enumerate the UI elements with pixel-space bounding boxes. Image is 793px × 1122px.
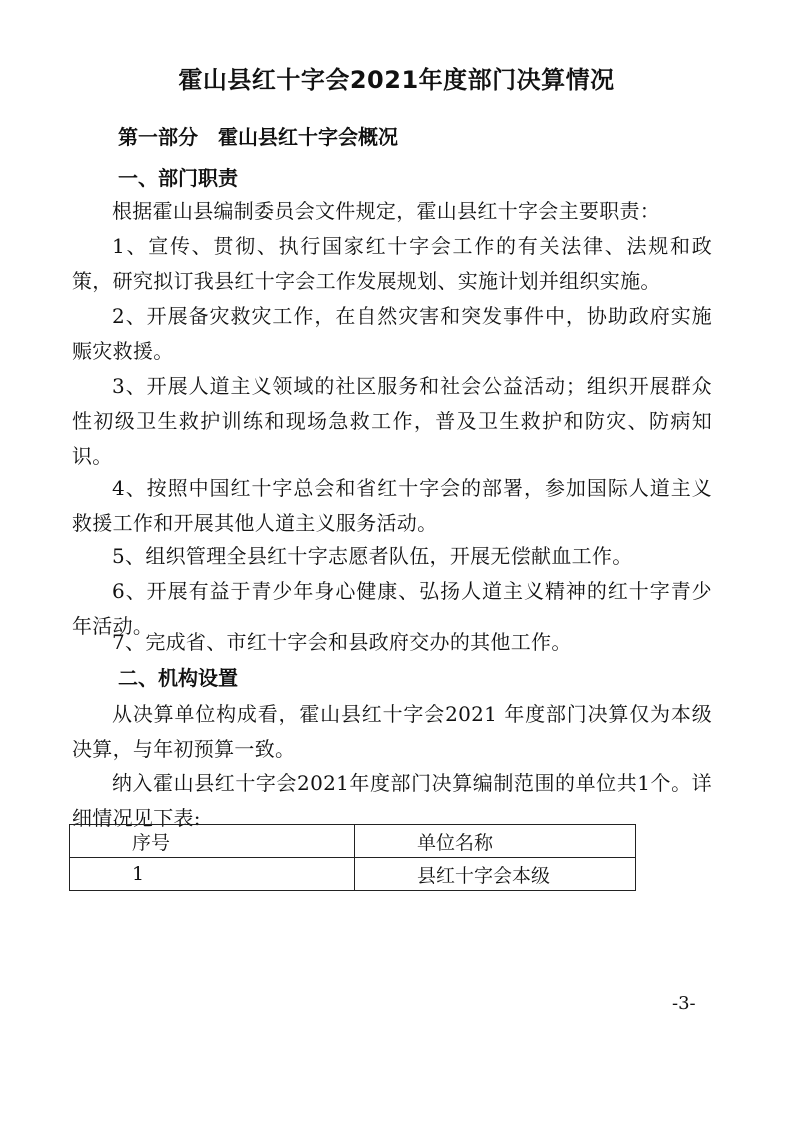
- duty-item-3: 3、开展人道主义领域的社区服务和社会公益活动；组织开展群众性初级卫生救护训练和现场急救工作，普及卫生救护和防灾、防病知识。: [72, 374, 712, 468]
- page-number: -3-: [672, 993, 696, 1014]
- table-cell-unit-name: 县红十字会本级: [355, 858, 636, 891]
- organization-paragraph-1: 从决算单位构成看，霍山县红十字会2021 年度部门决算仅为本级决算，与年初预算一致。: [72, 702, 712, 761]
- section-heading-organization: 二、机构设置: [118, 666, 238, 690]
- duties-intro-paragraph: 根据霍山县编制委员会文件规定，霍山县红十字会主要职责：: [112, 199, 661, 223]
- table-header-index: 序号: [70, 825, 355, 858]
- part-heading: 第一部分 霍山县红十字会概况: [118, 125, 398, 149]
- document-title: 霍山县红十字会2021年度部门决算情况: [178, 66, 615, 94]
- duty-item-1: 1、宣传、贯彻、执行国家红十字会工作的有关法律、法规和政策，研究拟订我县红十字会工作发展规划、实施计划并组织实施。: [72, 234, 712, 293]
- duty-item-2: 2、开展备灾救灾工作，在自然灾害和突发事件中，协助政府实施赈灾救援。: [72, 304, 712, 363]
- duty-item-6: 6、开展有益于青少年身心健康、弘扬人道主义精神的红十字青少年活动。: [72, 579, 712, 638]
- duty-item-4: 4、按照中国红十字总会和省红十字会的部署，参加国际人道主义救援工作和开展其他人道主义服务活动。: [72, 476, 712, 535]
- section-heading-duties: 一、部门职责: [118, 166, 238, 190]
- table-header-row: [70, 825, 636, 858]
- units-table: [69, 824, 636, 891]
- organization-paragraph-2: 纳入霍山县红十字会2021年度部门决算编制范围的单位共1个。详细情况见下表:: [72, 771, 712, 830]
- duty-item-5: 5、组织管理全县红十字志愿者队伍，开展无偿献血工作。: [112, 544, 633, 568]
- table-cell-index: 1: [70, 858, 355, 891]
- table-row: [70, 858, 636, 891]
- table-header-unit-name: 单位名称: [355, 825, 636, 858]
- duty-item-7: 7、完成省、市红十字会和县政府交办的其他工作。: [112, 630, 572, 654]
